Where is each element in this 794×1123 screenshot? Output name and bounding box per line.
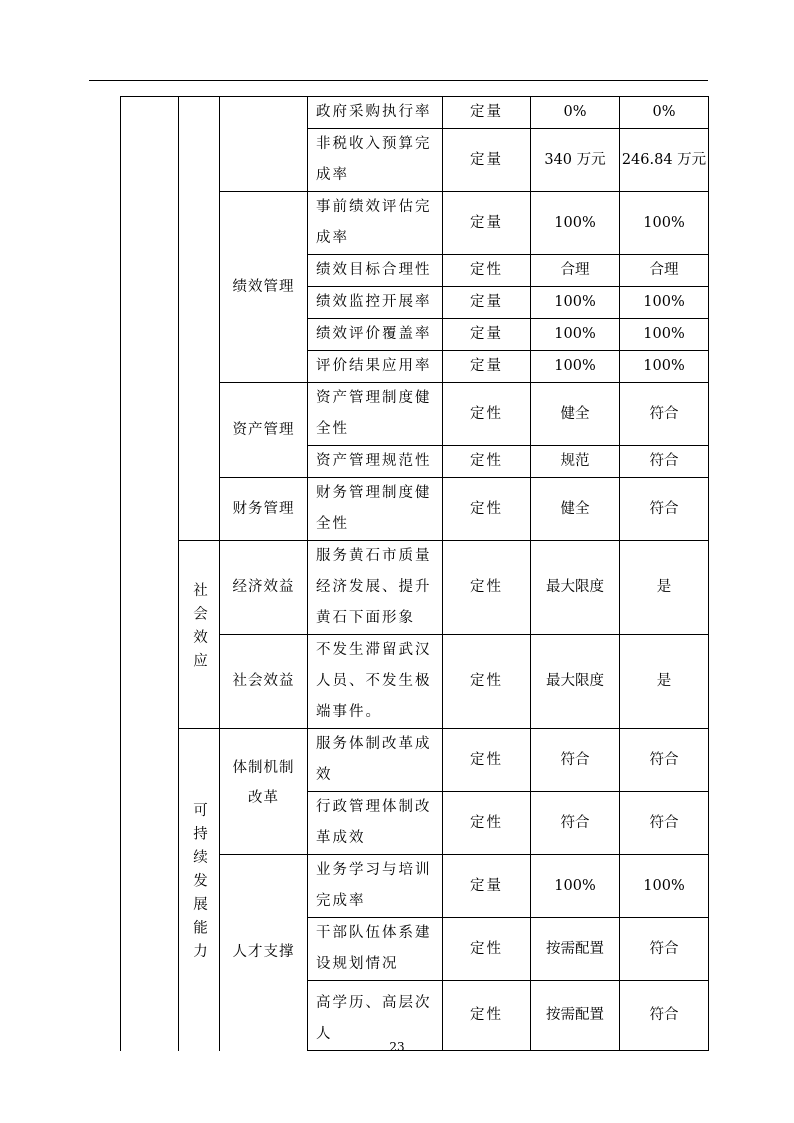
indicator-nature: 定量 <box>443 97 531 129</box>
indicator-name: 干部队伍体系建设规划情况 <box>308 918 443 981</box>
actual-value: 符合 <box>620 383 709 446</box>
indicator-name: 资产管理制度健全性 <box>308 383 443 446</box>
indicator-nature: 定性 <box>443 478 531 541</box>
target-value: 100% <box>531 319 620 351</box>
second-level-indicator-cell <box>179 97 220 541</box>
indicator-name: 不发生滞留武汉人员、不发生极端事件。 <box>308 635 443 729</box>
group-social-effect <box>179 541 220 729</box>
actual-value: 100% <box>620 855 709 918</box>
indicator-nature: 定量 <box>443 192 531 255</box>
target-value: 100% <box>531 192 620 255</box>
target-value: 340 万元 <box>531 129 620 192</box>
actual-value: 0% <box>620 97 709 129</box>
indicator-nature: 定性 <box>443 918 531 981</box>
indicator-name: 绩效监控开展率 <box>308 287 443 319</box>
indicator-name: 绩效目标合理性 <box>308 255 443 287</box>
indicator-nature: 定性 <box>443 981 531 1051</box>
target-value: 按需配置 <box>531 918 620 981</box>
actual-value: 符合 <box>620 918 709 981</box>
institution-reform-label: 体制机制改革 <box>232 760 295 806</box>
actual-value: 100% <box>620 319 709 351</box>
group-sustainable-development <box>179 729 220 1051</box>
actual-value: 100% <box>620 192 709 255</box>
indicator-name: 事前绩效评估完成率 <box>308 192 443 255</box>
target-value: 健全 <box>531 478 620 541</box>
group-social-benefit: 社会效益 <box>220 635 308 729</box>
page-top-rule <box>89 80 708 81</box>
actual-value: 100% <box>620 351 709 383</box>
actual-value: 100% <box>620 287 709 319</box>
target-value: 100% <box>531 855 620 918</box>
indicator-nature: 定性 <box>443 383 531 446</box>
group-asset-management: 资产管理 <box>220 383 308 478</box>
actual-value: 246.84 万元 <box>620 129 709 192</box>
social-effect-label: 社会效应 <box>191 581 207 676</box>
indicator-nature: 定性 <box>443 541 531 635</box>
indicator-name: 业务学习与培训完成率 <box>308 855 443 918</box>
table-row <box>121 541 709 635</box>
actual-value: 符合 <box>620 729 709 792</box>
actual-value: 合理 <box>620 255 709 287</box>
table-row <box>121 729 709 792</box>
indicator-name: 财务管理制度健全性 <box>308 478 443 541</box>
indicator-nature: 定性 <box>443 255 531 287</box>
group-finance-management: 财务管理 <box>220 478 308 541</box>
target-value: 健全 <box>531 383 620 446</box>
target-value: 合理 <box>531 255 620 287</box>
target-value: 符合 <box>531 729 620 792</box>
target-value: 最大限度 <box>531 635 620 729</box>
sustainable-label: 可持续发展能力 <box>191 801 207 966</box>
indicator-name: 资产管理规范性 <box>308 446 443 478</box>
actual-value: 是 <box>620 541 709 635</box>
first-level-indicator-cell <box>121 97 179 1051</box>
target-value: 100% <box>531 287 620 319</box>
performance-indicator-table <box>120 96 709 1051</box>
target-value: 符合 <box>531 792 620 855</box>
indicator-name: 政府采购执行率 <box>308 97 443 129</box>
third-level-indicator-cell <box>220 97 308 192</box>
group-performance-management: 绩效管理 <box>220 192 308 383</box>
indicator-nature: 定性 <box>443 446 531 478</box>
indicator-nature: 定量 <box>443 855 531 918</box>
indicator-name: 行政管理体制改革成效 <box>308 792 443 855</box>
indicator-nature: 定量 <box>443 129 531 192</box>
indicator-nature: 定性 <box>443 635 531 729</box>
indicator-name: 非税收入预算完成率 <box>308 129 443 192</box>
target-value: 0% <box>531 97 620 129</box>
page-number: 23 <box>389 1040 405 1054</box>
actual-value: 符合 <box>620 792 709 855</box>
indicator-nature: 定性 <box>443 729 531 792</box>
indicator-nature: 定量 <box>443 351 531 383</box>
indicator-name: 评价结果应用率 <box>308 351 443 383</box>
group-talent-support: 人才支撑 <box>220 855 308 1051</box>
actual-value: 符合 <box>620 981 709 1051</box>
table-row <box>121 97 709 129</box>
indicator-nature: 定量 <box>443 287 531 319</box>
actual-value: 符合 <box>620 446 709 478</box>
group-institution-reform <box>220 729 308 855</box>
indicator-name: 服务黄石市质量经济发展、提升黄石下面形象 <box>308 541 443 635</box>
target-value: 按需配置 <box>531 981 620 1051</box>
group-economic-benefit: 经济效益 <box>220 541 308 635</box>
indicator-name: 绩效评价覆盖率 <box>308 319 443 351</box>
target-value: 100% <box>531 351 620 383</box>
indicator-name: 服务体制改革成效 <box>308 729 443 792</box>
indicator-name: 高学历、高层次人 <box>308 981 443 1051</box>
target-value: 规范 <box>531 446 620 478</box>
indicator-nature: 定量 <box>443 319 531 351</box>
actual-value: 符合 <box>620 478 709 541</box>
actual-value: 是 <box>620 635 709 729</box>
target-value: 最大限度 <box>531 541 620 635</box>
indicator-nature: 定性 <box>443 792 531 855</box>
